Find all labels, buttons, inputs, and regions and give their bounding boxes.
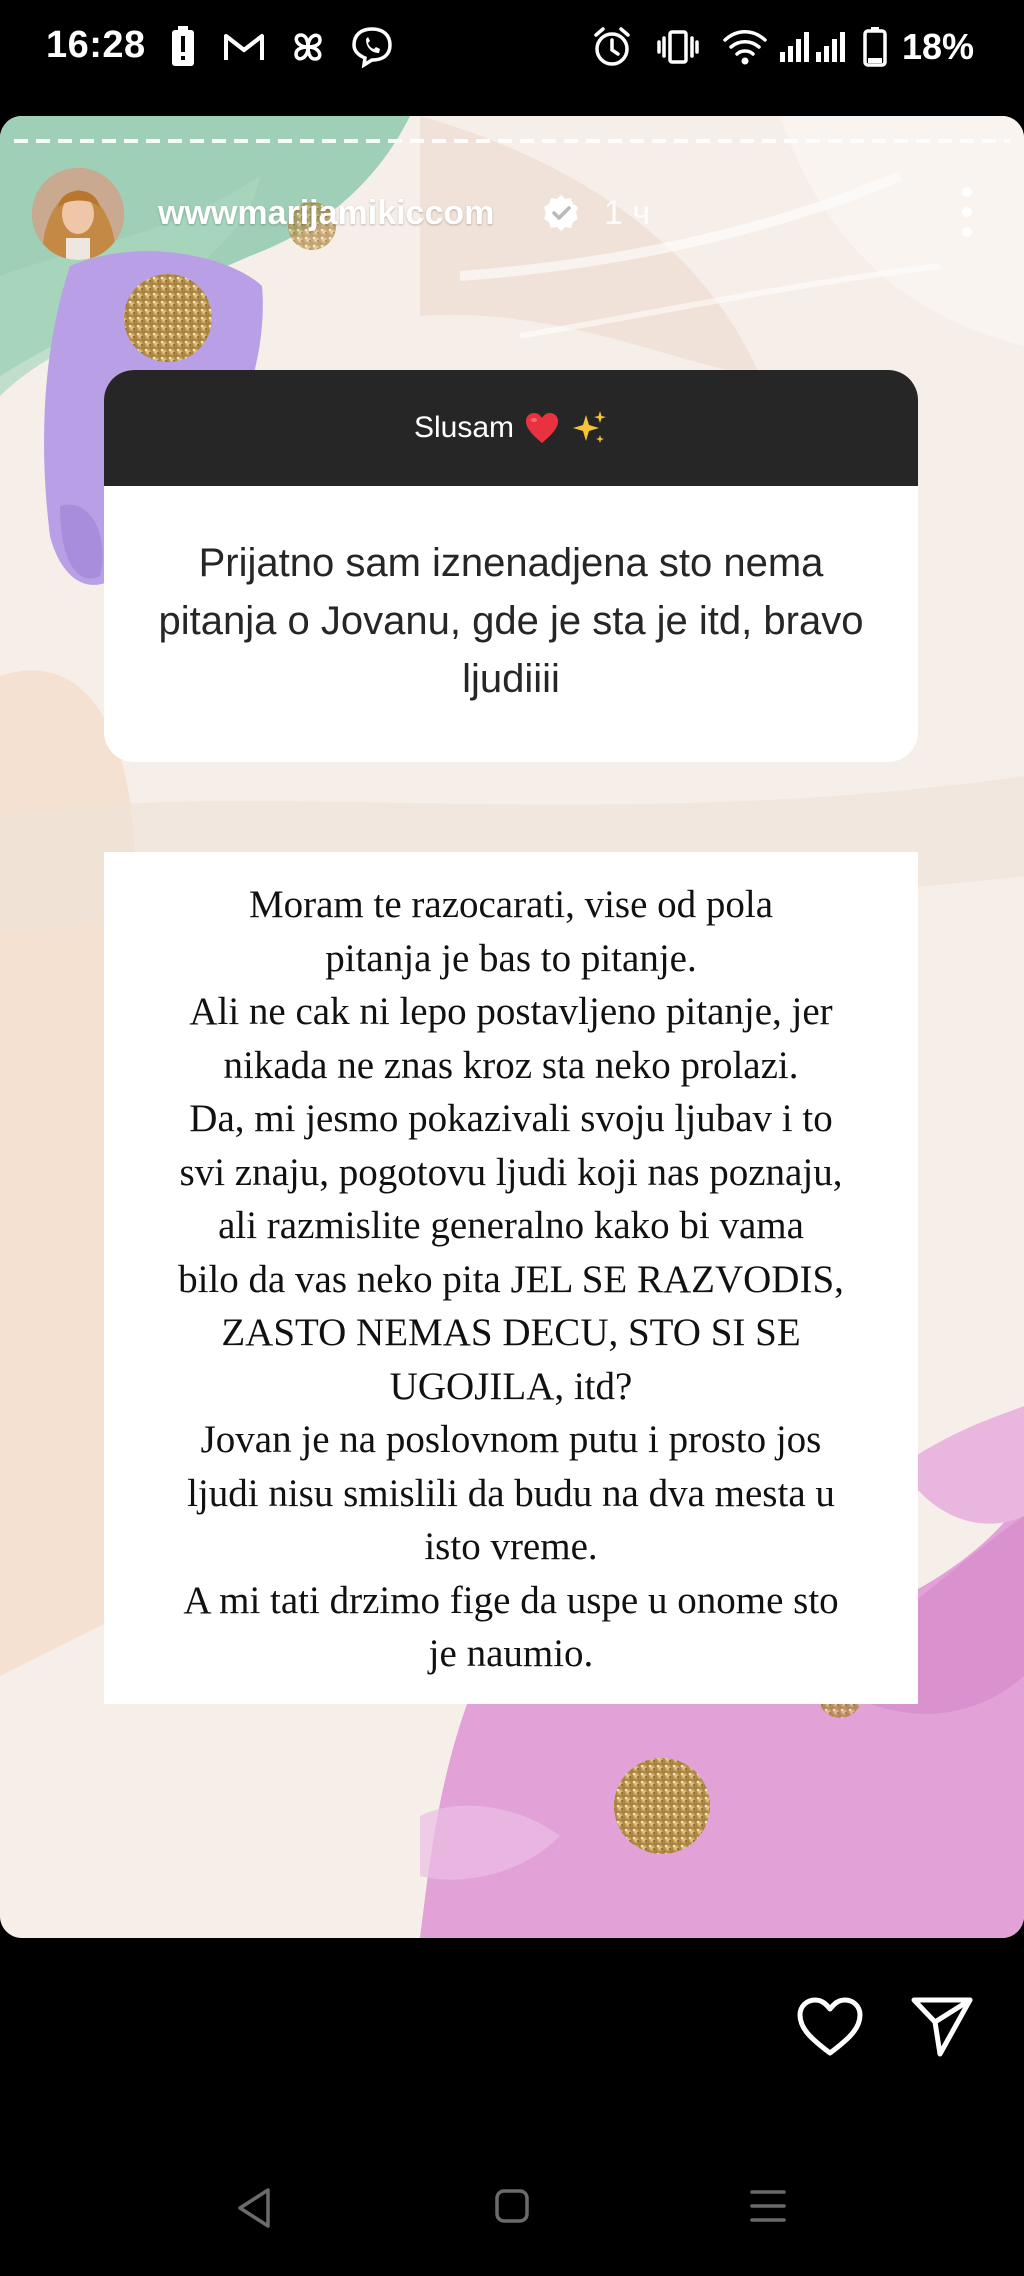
nav-recents-icon[interactable] — [748, 2186, 788, 2226]
verified-badge-icon — [542, 194, 580, 232]
battery-alert-icon — [170, 26, 196, 68]
answer-text: Moram te razocarati, vise od pola pitanja je bas to pitanje. Ali ne cak ni lepo postavljeno pitanje, jer nikada ne znas kroz sta neko prolazi. Da, mi jesmo pokazivali svoju ljubav i to svi znaju, pogotovu ljudi koji nas poznaju, ali razmislite generalno kako bi vama bilo da vas neko pita JEL SE RAZVODIS, ZASTO NEMAS DECU, STO SI SE UGOJILA, itd? Jovan je na poslovnom putu i prosto jos ljudi nisu smislili da budu na dva mesta u isto vreme. A mi tati drzimo fige da uspe u onome sto je naumio. — [178, 883, 844, 1675]
status-bar — [0, 0, 1024, 98]
gmail-icon — [222, 26, 266, 68]
viber-icon — [350, 26, 394, 68]
nav-home-icon[interactable] — [494, 2188, 530, 2224]
question-sticker — [104, 370, 918, 762]
status-time: 16:28 — [46, 24, 146, 66]
alarm-icon — [592, 26, 632, 68]
story-time-ago: 1 ч — [604, 194, 651, 232]
wifi-icon — [722, 26, 768, 68]
story-progress-bar — [14, 138, 1010, 144]
more-options-icon[interactable] — [952, 182, 982, 242]
battery-percent: 18% — [901, 26, 974, 67]
red-heart-emoji-icon — [524, 411, 560, 445]
answer-text-box — [104, 852, 918, 1704]
nav-back-icon[interactable] — [234, 2186, 274, 2230]
question-text: Prijatno sam iznenadjena sto nema pitanja o Jovanu, gde je sta je itd, bravo ljudiiii — [158, 541, 864, 701]
signal-icon — [778, 26, 850, 68]
like-heart-icon[interactable] — [796, 1996, 864, 2058]
sparkles-emoji-icon — [570, 409, 608, 447]
battery-icon — [862, 26, 888, 68]
story-header — [32, 168, 992, 264]
vibrate-icon — [656, 26, 700, 68]
question-sticker-header — [104, 370, 918, 486]
send-share-icon[interactable] — [910, 1994, 974, 2058]
pinwheel-app-icon — [286, 26, 330, 68]
story-viewer[interactable] — [0, 116, 1024, 1938]
story-username[interactable]: wwwmarijamikiccom — [158, 194, 495, 232]
question-header-label: Slusam — [413, 411, 515, 444]
avatar-photo — [32, 168, 124, 260]
avatar[interactable] — [32, 168, 124, 260]
